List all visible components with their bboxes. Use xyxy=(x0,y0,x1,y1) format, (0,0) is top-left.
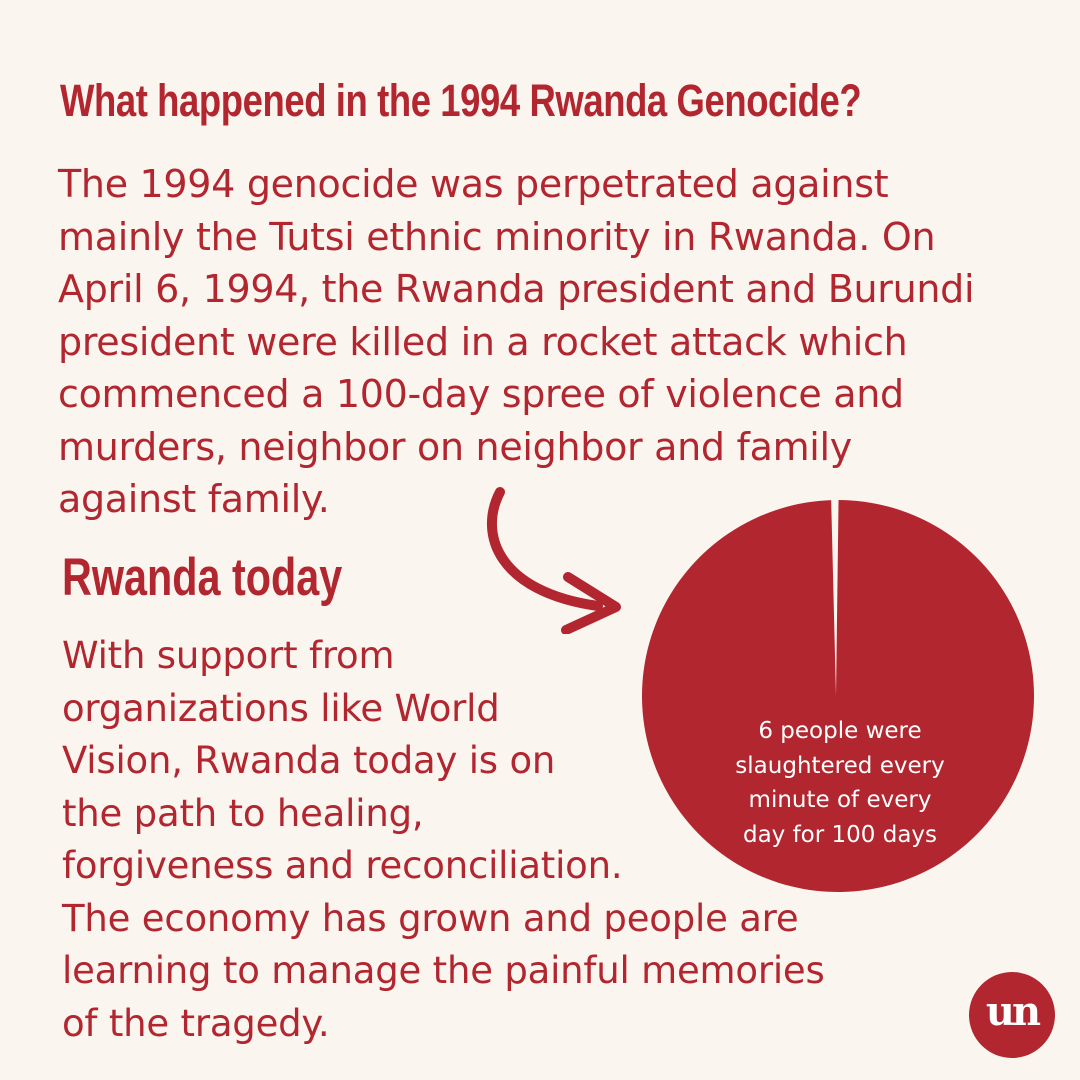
intro-paragraph: The 1994 genocide was perpetrated against mainly the Tutsi ethnic minority in Rwanda. On April 6, 1994, the Rwanda president and Burundi president were killed in a rocket attack which commenced a 100-day spree of violence and murders, neighbor on neighbor and family against family. xyxy=(58,162,975,521)
pie-label: 6 people were slaughtered every minute of every day for 100 days xyxy=(735,718,945,848)
curved-arrow-icon xyxy=(470,484,630,634)
brand-logo xyxy=(969,972,1055,1058)
section-heading-rwanda-today: Rwanda today xyxy=(62,548,343,607)
page-title: What happened in the 1994 Rwanda Genocide? xyxy=(60,75,862,126)
logo-text: un xyxy=(985,988,1039,1035)
rwanda-today-paragraph: With support from organizations like World Vision, Rwanda today is on the path to healing, forgiveness and reconciliation. The economy has grown and people are learning to manage the painful memories of the tragedy. xyxy=(62,634,825,1045)
